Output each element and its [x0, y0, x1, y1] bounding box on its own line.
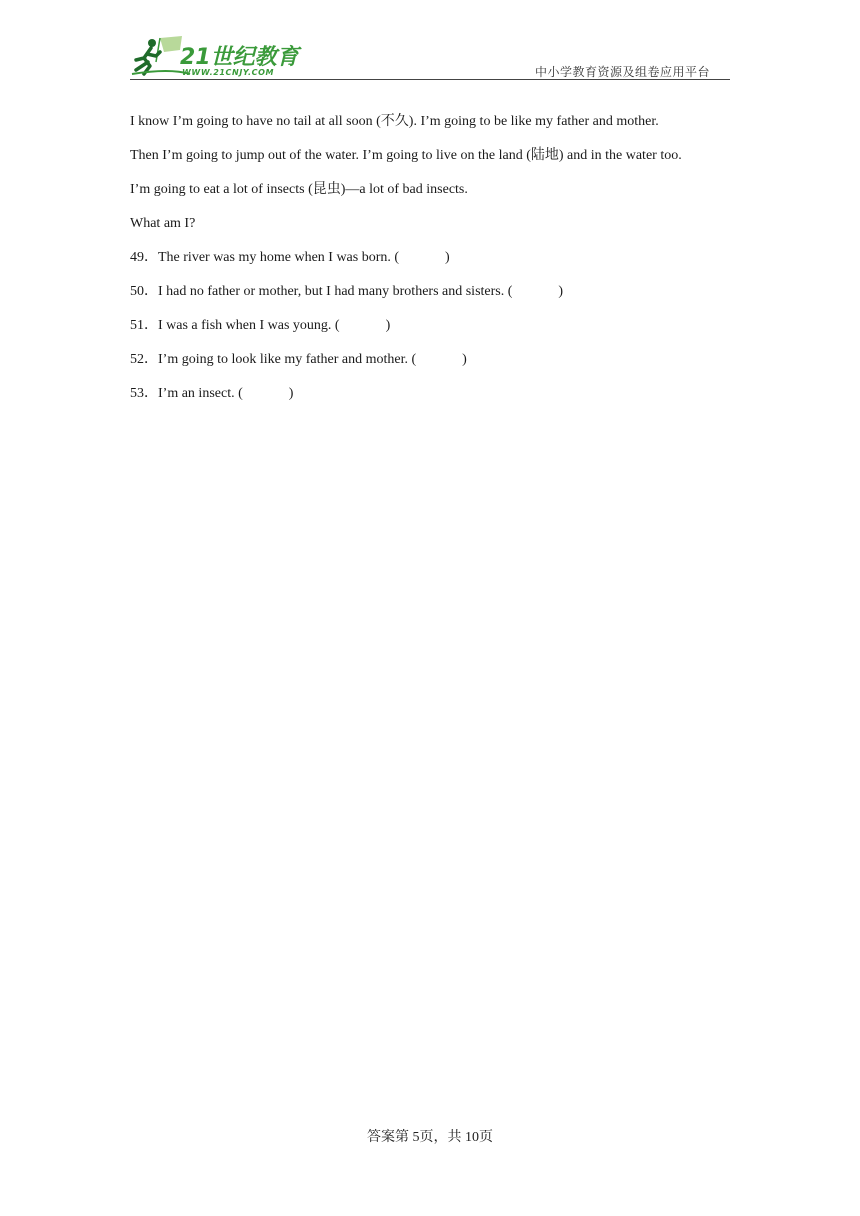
question-text: I was a fish when I was young. ( — [158, 318, 340, 333]
header-divider — [130, 79, 730, 80]
svg-text:21世纪教育: 21世纪教育 — [180, 45, 299, 70]
question-number: 53． — [130, 386, 158, 401]
site-logo — [130, 34, 310, 78]
question-item — [130, 281, 740, 315]
page-footer: 答案第 5页，共 10页 — [367, 1130, 493, 1145]
question-close: ) — [385, 318, 391, 333]
question-number: 51． — [130, 318, 158, 333]
question-close: ) — [288, 386, 294, 401]
question-text: The river was my home when I was born. ( — [158, 250, 400, 265]
question-number: 50． — [130, 284, 158, 299]
question-text: I’m an insect. ( — [158, 386, 243, 401]
page-header — [130, 34, 730, 80]
passage-question: What am I? — [130, 216, 196, 231]
passage-line: Then I’m going to jump out of the water. I’m going to live on the land (陆地) and in the water too. — [130, 148, 682, 163]
question-text: I had no father or mother, but I had many brothers and sisters. ( — [158, 284, 513, 299]
document-body — [130, 111, 740, 417]
question-number: 52． — [130, 352, 158, 367]
runner-logo-icon — [130, 34, 310, 78]
question-close: ) — [558, 284, 564, 299]
passage-line: I know I’m going to have no tail at all soon (不久). I’m going to be like my father and mother. — [130, 114, 659, 129]
question-item — [130, 383, 740, 417]
question-text: I’m going to look like my father and mother. ( — [158, 352, 417, 367]
question-close: ) — [462, 352, 467, 367]
question-close: ) — [445, 250, 450, 265]
question-item — [130, 315, 740, 349]
question-item — [130, 247, 740, 281]
platform-name: 中小学教育资源及组卷应用平台 — [534, 65, 710, 79]
svg-text:WWW.21CNJY.COM: WWW.21CNJY.COM — [182, 68, 275, 77]
question-item — [130, 349, 740, 383]
passage-line: I’m going to eat a lot of insects (昆虫)—a lot of bad insects. — [130, 182, 468, 197]
question-number: 49． — [130, 250, 158, 265]
